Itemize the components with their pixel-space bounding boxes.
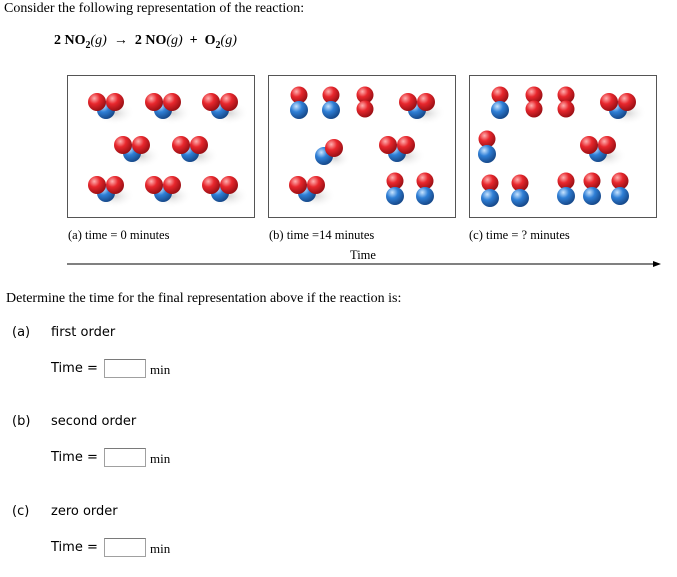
- oxygen-atom: [202, 93, 220, 111]
- part-a-unit: min: [150, 362, 171, 377]
- oxygen-atom: [145, 93, 163, 111]
- part-b-time-input[interactable]: [104, 448, 146, 467]
- part-c-order: zero order: [51, 504, 118, 519]
- panel-b-molecules: [269, 76, 455, 217]
- nitrogen-atom: [416, 187, 434, 205]
- oxygen-atom: [145, 176, 163, 194]
- oxygen-atom: [307, 176, 325, 194]
- oxygen-atom: [558, 101, 575, 118]
- oxygen-atom: [479, 131, 496, 148]
- arrow-icon: →: [113, 33, 128, 48]
- time-arrow-icon: [67, 258, 661, 270]
- part-b-order: second order: [51, 414, 137, 429]
- oxygen-atom: [600, 93, 618, 111]
- oxygen-atom: [88, 93, 106, 111]
- part-c-letter: (c): [12, 504, 30, 519]
- nitrogen-atom: [583, 187, 601, 205]
- panel-c: [469, 75, 657, 218]
- oxygen-atom: [417, 93, 435, 111]
- oxygen-atom: [106, 93, 124, 111]
- oxygen-atom: [399, 93, 417, 111]
- oxygen-atom: [612, 173, 629, 190]
- panel-a-molecules: [68, 76, 254, 217]
- part-a-letter: (a): [12, 325, 31, 340]
- part-b-letter: (b): [12, 414, 31, 429]
- oxygen-atom: [220, 93, 238, 111]
- oxygen-atom: [325, 139, 343, 157]
- nitrogen-atom: [557, 187, 575, 205]
- panel-b: [268, 75, 456, 218]
- oxygen-atom: [580, 136, 598, 154]
- intro-text: Consider the following representation of the reaction:: [4, 1, 305, 16]
- oxygen-atom: [114, 136, 132, 154]
- oxygen-atom: [379, 136, 397, 154]
- oxygen-atom: [584, 173, 601, 190]
- oxygen-atom: [558, 173, 575, 190]
- nitrogen-atom: [322, 101, 340, 119]
- caption-b: (b) time =14 minutes: [269, 228, 375, 242]
- nitrogen-atom: [511, 189, 529, 207]
- nitrogen-atom: [491, 101, 509, 119]
- oxygen-atom: [291, 87, 308, 104]
- panel-c-molecules: [470, 76, 656, 217]
- part-a-order: first order: [51, 325, 116, 340]
- oxygen-atom: [387, 173, 404, 190]
- oxygen-atom: [482, 175, 499, 192]
- part-c-time-label: Time =: [51, 540, 98, 555]
- part-c-time-input[interactable]: [104, 538, 146, 557]
- caption-a: (a) time = 0 minutes: [68, 228, 170, 242]
- oxygen-atom: [163, 176, 181, 194]
- caption-c: (c) time = ? minutes: [469, 228, 570, 242]
- oxygen-atom: [417, 173, 434, 190]
- nitrogen-atom: [386, 187, 404, 205]
- part-c-unit: min: [150, 541, 171, 556]
- time-axis-label: Time: [350, 248, 376, 262]
- oxygen-atom: [202, 176, 220, 194]
- nitrogen-atom: [611, 187, 629, 205]
- reaction-equation: 2 $NO_2(g) \to 2$ $NO(g) + O_2(g)$: [54, 33, 237, 51]
- nitrogen-atom: [290, 101, 308, 119]
- oxygen-atom: [163, 93, 181, 111]
- oxygen-atom: [220, 176, 238, 194]
- oxygen-atom: [172, 136, 190, 154]
- part-a-time-input[interactable]: [104, 359, 146, 378]
- nitrogen-atom: [481, 189, 499, 207]
- oxygen-atom: [323, 87, 340, 104]
- oxygen-atom: [289, 176, 307, 194]
- oxygen-atom: [88, 176, 106, 194]
- oxygen-atom: [618, 93, 636, 111]
- oxygen-atom: [397, 136, 415, 154]
- oxygen-atom: [526, 101, 543, 118]
- question-text: Determine the time for the final representation above if the reaction is:: [6, 291, 402, 306]
- oxygen-atom: [598, 136, 616, 154]
- oxygen-atom: [512, 175, 529, 192]
- oxygen-atom: [190, 136, 208, 154]
- oxygen-atom: [132, 136, 150, 154]
- nitrogen-atom: [478, 145, 496, 163]
- panel-a: [67, 75, 255, 218]
- part-b-time-label: Time =: [51, 450, 98, 465]
- oxygen-atom: [106, 176, 124, 194]
- oxygen-atom: [357, 101, 374, 118]
- part-b-unit: min: [150, 451, 171, 466]
- part-a-time-label: Time =: [51, 361, 98, 376]
- oxygen-atom: [492, 87, 509, 104]
